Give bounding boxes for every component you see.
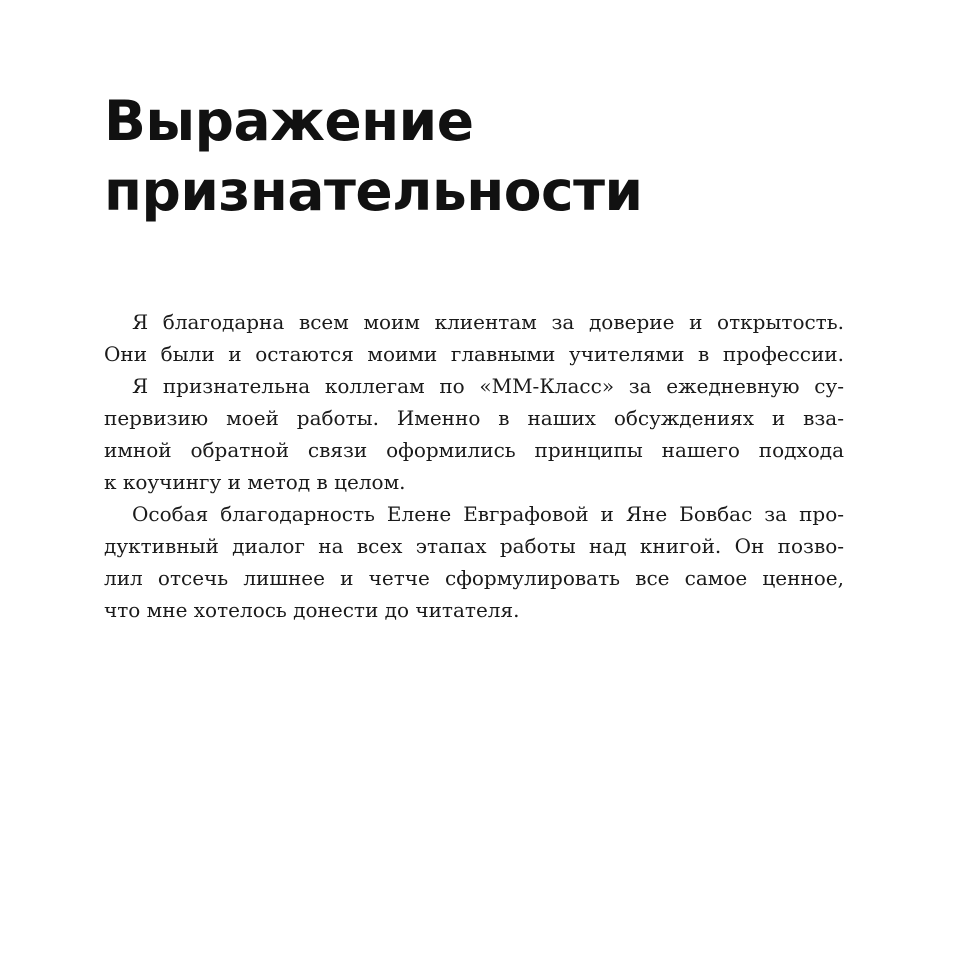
text-line: Они были и остаются моими главными учителями в профессии.	[104, 342, 844, 366]
body-text	[104, 306, 844, 626]
paragraph	[104, 306, 844, 370]
text-line: к коучингу и метод в целом.	[104, 470, 406, 494]
text-line: лил отсечь лишнее и четче сформулировать все самое ценное,	[104, 566, 844, 590]
text-line: Я признательна коллегам по «ММ-Класс» за ежедневную су-	[132, 374, 844, 398]
text-line: первизию моей работы. Именно в наших обсуждениях и вза-	[104, 406, 844, 430]
text-line: Я благодарна всем моим клиентам за доверие и открытость.	[132, 310, 844, 334]
text-line: Особая благодарность Елене Евграфовой и Яне Бовбас за про-	[132, 502, 844, 526]
text-line: имной обратной связи оформились принципы нашего подхода	[104, 438, 844, 462]
paragraph	[104, 370, 844, 498]
text-line: дуктивный диалог на всех этапах работы над книгой. Он позво-	[104, 534, 844, 558]
paragraph	[104, 498, 844, 626]
text-line: что мне хотелось донести до читателя.	[104, 598, 520, 622]
page-title	[104, 86, 864, 226]
title-line: признательности	[104, 159, 643, 223]
title-line: Выражение	[104, 89, 474, 153]
